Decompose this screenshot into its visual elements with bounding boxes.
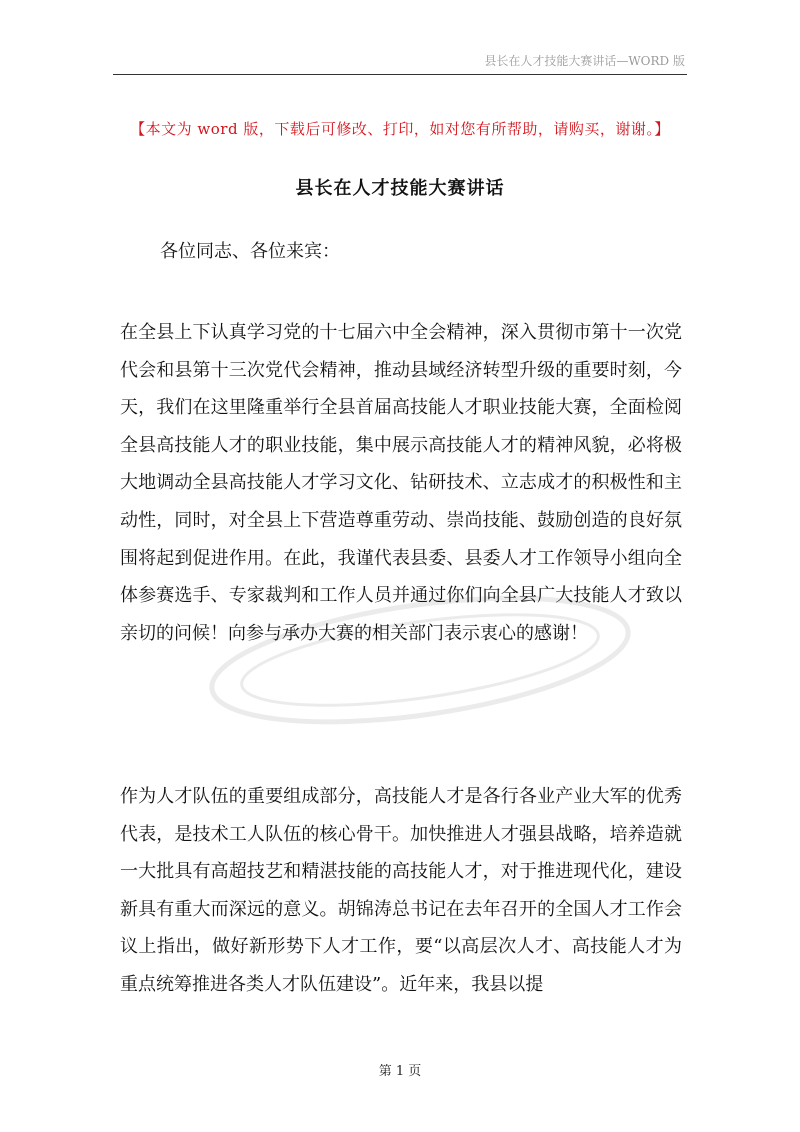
document-title: 县长在人才技能大赛讲话	[295, 178, 505, 199]
header-doc-title: 县长在人才技能大赛讲话—WORD 版	[484, 54, 685, 68]
body-paragraph-2: 作为人才队伍的重要组成部分，高技能人才是各行各业产业大军的优秀代表，是技术工人队伍的核心骨干。加快推进人才强县战略，培养造就一大批具有高超技艺和精湛技能的高技能人才，对于推进现代化，建设新具有重大而深远的意义。胡锦涛总书记在去年召开的全国人才工作会议上指出，做好新形势下人才工作，要“以高层次人才、高技能人才为重点统筹推进各类人才队伍建设”。近年来，我县以提	[120, 786, 682, 995]
header-divider	[113, 74, 687, 75]
page-number: 第 1 页	[378, 1064, 422, 1079]
purchase-notice: 【本文为 word 版，下载后可修改、打印，如对您有所帮助，请购买，谢谢。】	[130, 120, 670, 138]
body-paragraph-1: 在全县上下认真学习党的十七届六中全会精神，深入贯彻市第十一次党代会和县第十三次党代会精神，推动县域经济转型升级的重要时刻，今天，我们在这里隆重举行全县首届高技能人才职业技能大赛，全面检阅全县高技能人才的职业技能，集中展示高技能人才的精神风貌，必将极大地调动全县高技能人才学习文化、钻研技术、立志成才的积极性和主动性，同时，对全县上下营造尊重劳动、崇尚技能、鼓励创造的良好氛围将起到促进作用。在此，我谨代表县委、县委人才工作领导小组向全体参赛选手、专家裁判和工作人员并通过你们向全县广大技能人才致以亲切的问候！向参与承办大赛的相关部门表示衷心的感谢！	[120, 322, 682, 644]
greeting: 各位同志、各位来宾：	[160, 241, 340, 262]
